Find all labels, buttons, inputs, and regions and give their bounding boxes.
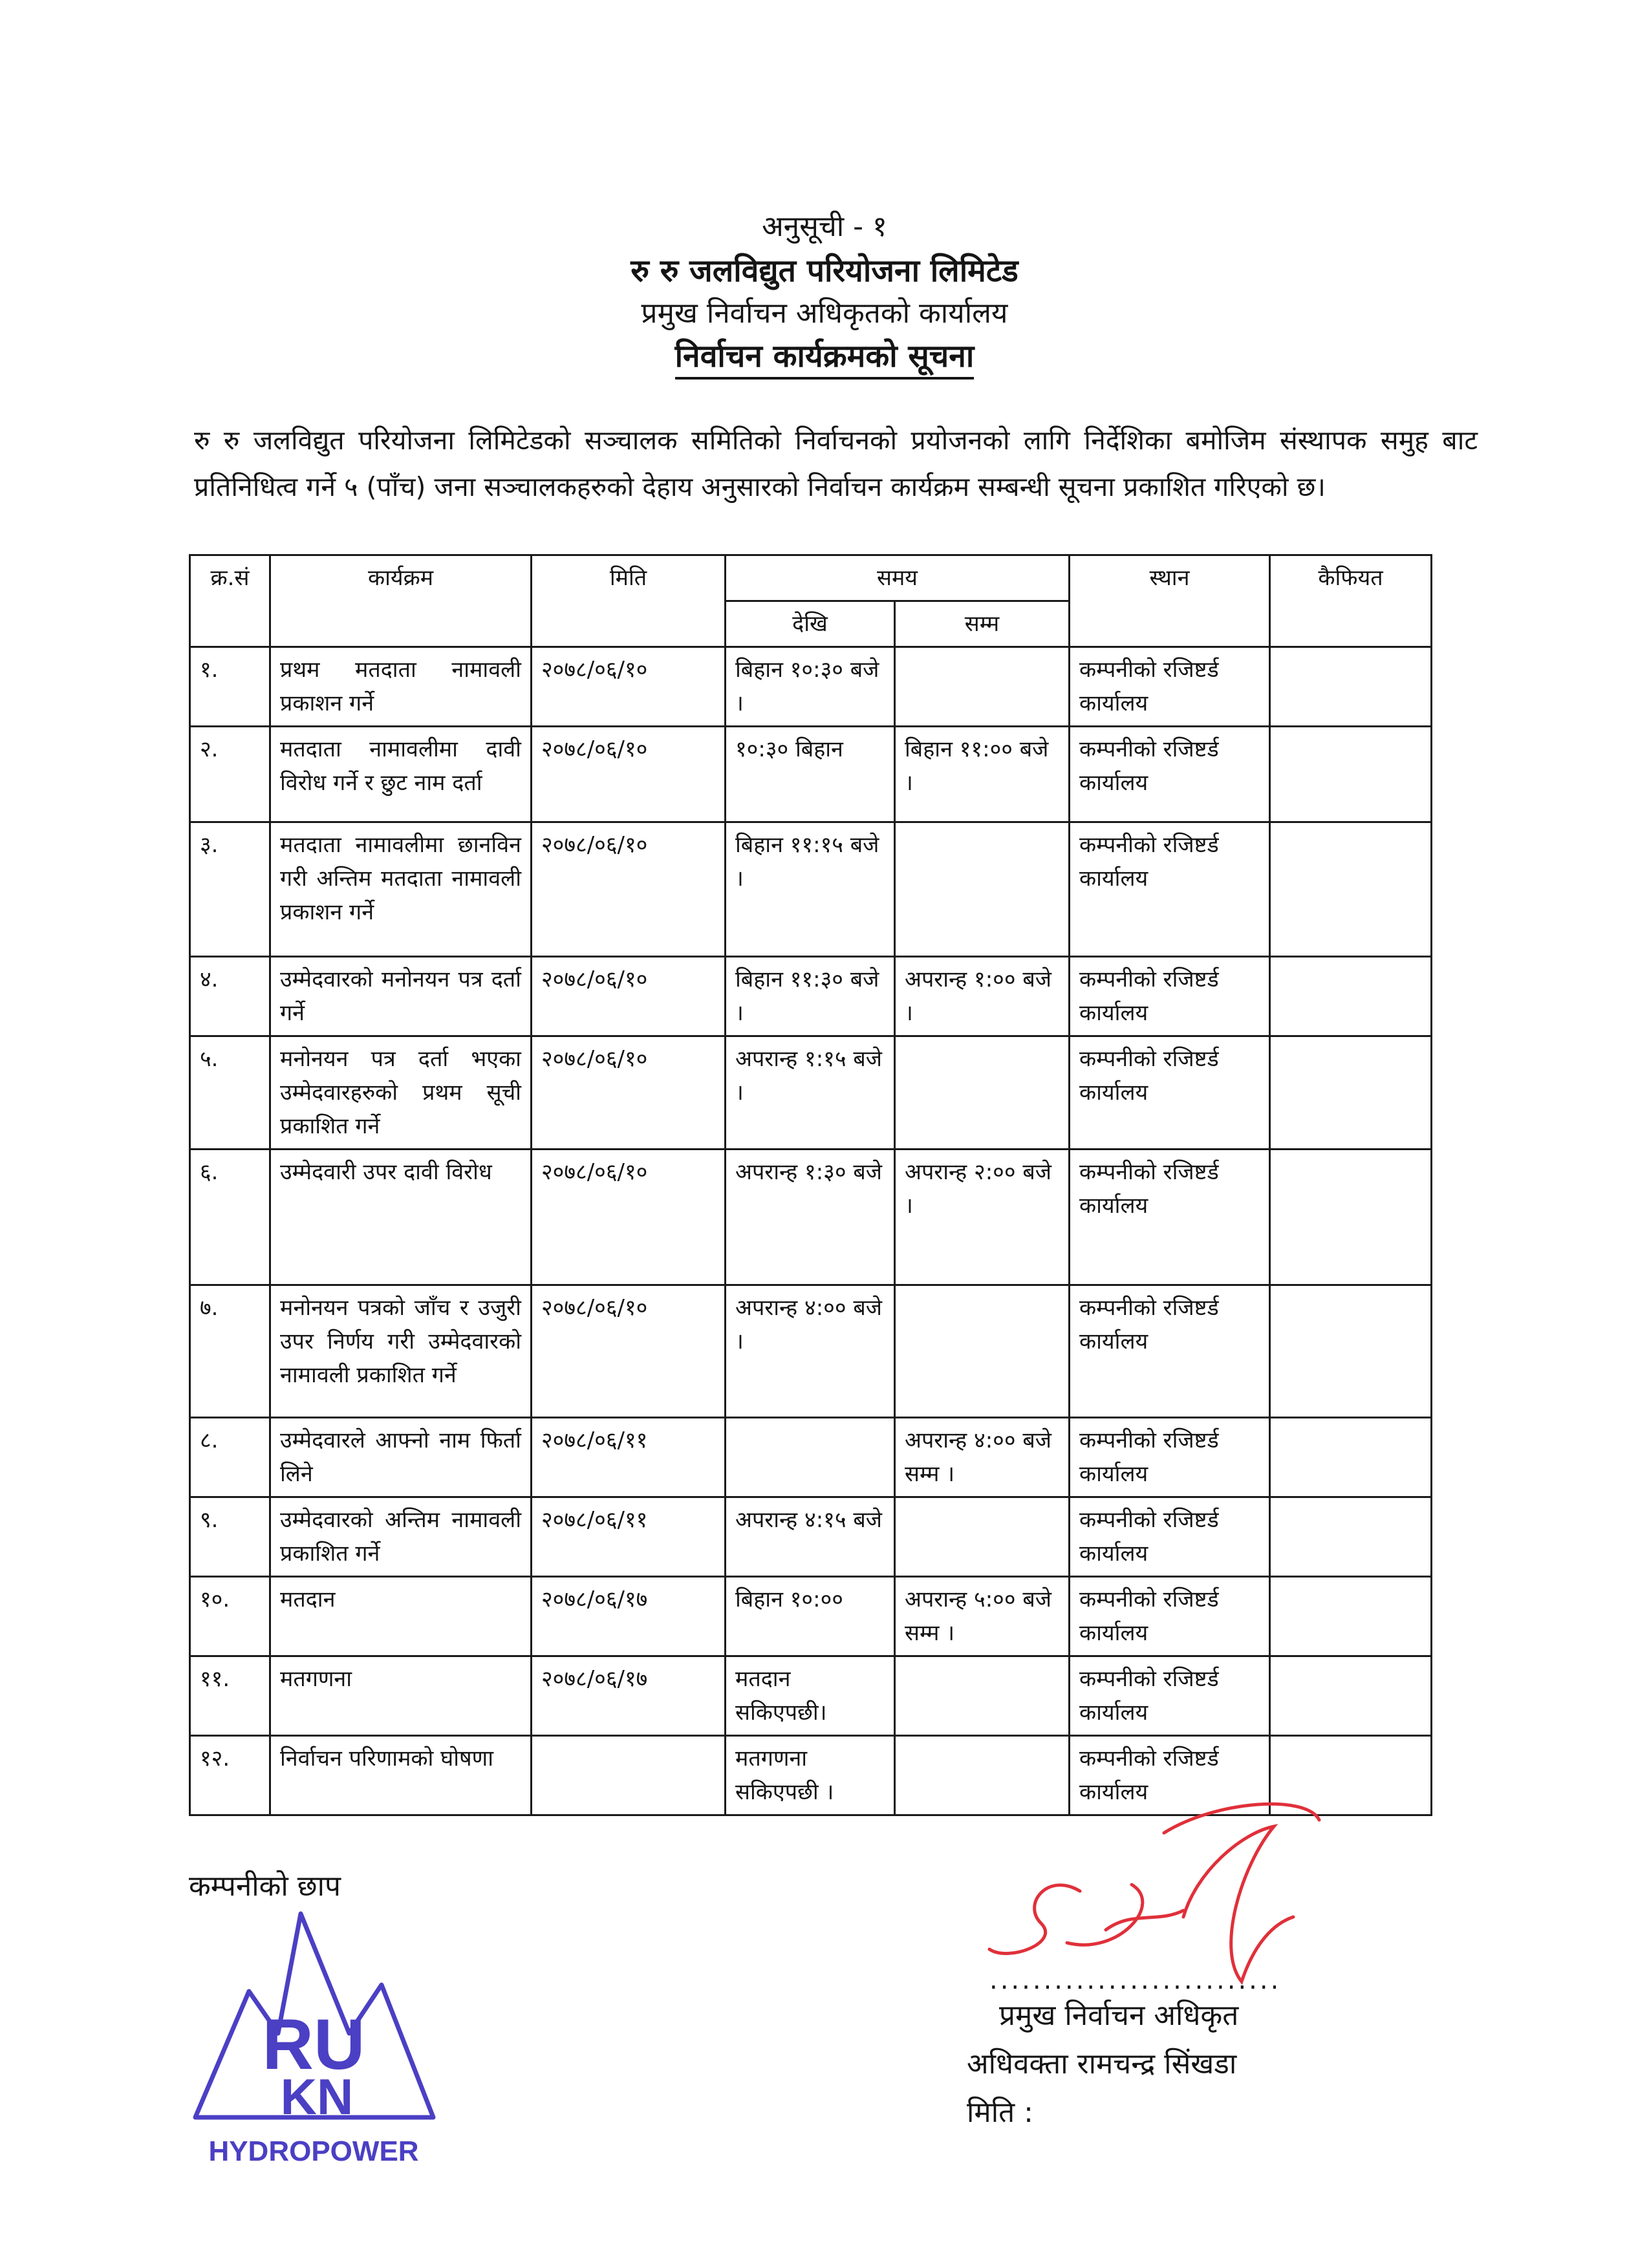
cell-program: उम्मेदवारले आफ्नो नाम फिर्ता लिने xyxy=(270,1418,532,1497)
header-time: समय xyxy=(726,555,1070,601)
cell-date: २०७८/०६/१० xyxy=(532,727,726,822)
cell-place: कम्पनीको रजिष्टर्ड कार्यालय xyxy=(1070,647,1270,727)
cell-date: २०७८/०६/१० xyxy=(532,1150,726,1285)
cell-from: बिहान ११:१५ बजे । xyxy=(726,822,895,957)
cell-from: अपरान्ह १:३० बजे xyxy=(726,1150,895,1285)
cell-place: कम्पनीको रजिष्टर्ड कार्यालय xyxy=(1070,1577,1270,1656)
cell-sn: ३. xyxy=(190,822,270,957)
cell-date: २०७८/०६/१० xyxy=(532,822,726,957)
company-seal-logo xyxy=(188,1894,440,2179)
cell-program: मनोनयन पत्रको जाँच र उजुरी उपर निर्णय गरी उम्मेदवारको नामावली प्रकाशित गर्ने xyxy=(270,1285,532,1418)
table-row xyxy=(190,957,1432,1036)
cell-place: कम्पनीको रजिष्टर्ड कार्यालय xyxy=(1070,1418,1270,1497)
cell-program: उम्मेदवारी उपर दावी विरोध xyxy=(270,1150,532,1285)
cell-remarks xyxy=(1270,957,1432,1036)
intro-paragraph: रु रु जलविद्युत परियोजना लिमिटेडको सञ्चालक समितिको निर्वाचनको प्रयोजनको लागि निर्देशिका बमोजिम संस्थापक समुह बाट प्रतिनिधित्व गर्ने ५ (पाँच) जना सञ्चालकहरुको देहाय अनुसारको निर्वाचन कार्यक्रम सम्बन्धी सूचना प्रकाशित गरिएको छ। xyxy=(194,425,1478,502)
office-name: प्रमुख निर्वाचन अधिकृतको कार्यालय xyxy=(641,297,1008,330)
cell-sn: ८. xyxy=(190,1418,270,1497)
cell-to xyxy=(895,1497,1070,1577)
header-to: सम्म xyxy=(895,601,1070,647)
header-program: कार्यक्रम xyxy=(270,555,532,647)
cell-program: मतगणना xyxy=(270,1656,532,1736)
header-from: देखि xyxy=(726,601,895,647)
cell-remarks xyxy=(1270,1285,1432,1418)
cell-program: निर्वाचन परिणामको घोषणा xyxy=(270,1736,532,1815)
cell-remarks xyxy=(1270,1656,1432,1736)
cell-place: कम्पनीको रजिष्टर्ड कार्यालय xyxy=(1070,1736,1270,1815)
cell-from: बिहान १०:०० xyxy=(726,1577,895,1656)
cell-sn: १०. xyxy=(190,1577,270,1656)
cell-to: अपरान्ह १:०० बजे । xyxy=(895,957,1070,1036)
cell-place: कम्पनीको रजिष्टर्ड कार्यालय xyxy=(1070,1656,1270,1736)
cell-date: २०७८/०६/१० xyxy=(532,647,726,727)
cell-place: कम्पनीको रजिष्टर्ड कार्यालय xyxy=(1070,1036,1270,1150)
cell-to: अपरान्ह ५:०० बजे सम्म । xyxy=(895,1577,1070,1656)
cell-remarks xyxy=(1270,1577,1432,1656)
cell-place: कम्पनीको रजिष्टर्ड कार्यालय xyxy=(1070,957,1270,1036)
cell-to xyxy=(895,822,1070,957)
header-sn: क्र.सं xyxy=(190,555,270,647)
cell-remarks xyxy=(1270,1036,1432,1150)
cell-sn: १२. xyxy=(190,1736,270,1815)
cell-from: १०:३० बिहान xyxy=(726,727,895,822)
table-row xyxy=(190,1497,1432,1577)
cell-to: बिहान ११:०० बजे । xyxy=(895,727,1070,822)
cell-program: उम्मेदवारको अन्तिम नामावली प्रकाशित गर्ने xyxy=(270,1497,532,1577)
logo-text-mid: KN xyxy=(280,2068,354,2125)
cell-from: अपरान्ह १:१५ बजे । xyxy=(726,1036,895,1150)
cell-sn: ७. xyxy=(190,1285,270,1418)
header-date: मिति xyxy=(532,555,726,647)
cell-place: कम्पनीको रजिष्टर्ड कार्यालय xyxy=(1070,1285,1270,1418)
header-place: स्थान xyxy=(1070,555,1270,647)
table-header-row xyxy=(190,555,1432,601)
cell-to: अपरान्ह २:०० बजे । xyxy=(895,1150,1070,1285)
schedule-number: अनुसूची - १ xyxy=(762,210,887,243)
cell-date: २०७८/०६/१० xyxy=(532,1036,726,1150)
cell-sn: ६. xyxy=(190,1150,270,1285)
cell-sn: ४. xyxy=(190,957,270,1036)
cell-to xyxy=(895,647,1070,727)
cell-remarks xyxy=(1270,727,1432,822)
cell-from xyxy=(726,1418,895,1497)
table-row xyxy=(190,1285,1432,1418)
cell-date: २०७८/०६/१७ xyxy=(532,1656,726,1736)
cell-place: कम्पनीको रजिष्टर्ड कार्यालय xyxy=(1070,1150,1270,1285)
cell-from: बिहान १०:३० बजे । xyxy=(726,647,895,727)
cell-date xyxy=(532,1736,726,1815)
cell-sn: ५. xyxy=(190,1036,270,1150)
cell-from: अपरान्ह ४:१५ बजे xyxy=(726,1497,895,1577)
table-row xyxy=(190,1150,1432,1285)
cell-place: कम्पनीको रजिष्टर्ड कार्यालय xyxy=(1070,727,1270,822)
table-row xyxy=(190,1656,1432,1736)
table-row xyxy=(190,727,1432,822)
cell-from: मतगणना सकिएपछी । xyxy=(726,1736,895,1815)
cell-remarks xyxy=(1270,1418,1432,1497)
notice-title-text: निर्वाचन कार्यक्रमको सूचना xyxy=(675,338,975,380)
table-row xyxy=(190,1418,1432,1497)
company-seal-label: कम्पनीको छाप xyxy=(189,1870,341,1903)
officer-title: प्रमुख निर्वाचन अधिकृत xyxy=(999,1999,1239,2032)
cell-program: मतदाता नामावलीमा दावी विरोध गर्ने र छुट नाम दर्ता xyxy=(270,727,532,822)
cell-date: २०७८/०६/१७ xyxy=(532,1577,726,1656)
cell-sn: १. xyxy=(190,647,270,727)
cell-to xyxy=(895,1285,1070,1418)
cell-from: मतदान सकिएपछी। xyxy=(726,1656,895,1736)
cell-date: २०७८/०६/१० xyxy=(532,957,726,1036)
cell-program: मतदान xyxy=(270,1577,532,1656)
signature-line: ........................... xyxy=(989,1965,1282,1995)
cell-program: उम्मेदवारको मनोनयन पत्र दर्ता गर्ने xyxy=(270,957,532,1036)
notice-title xyxy=(0,334,1649,376)
cell-program: मनोनयन पत्र दर्ता भएका उम्मेदवारहरुको प्रथम सूची प्रकाशित गर्ने xyxy=(270,1036,532,1150)
table-row xyxy=(190,647,1432,727)
cell-remarks xyxy=(1270,1150,1432,1285)
officer-name: अधिवक्ता रामचन्द्र सिंखडा xyxy=(967,2048,1237,2081)
cell-from: अपरान्ह ४:०० बजे । xyxy=(726,1285,895,1418)
cell-program: मतदाता नामावलीमा छानविन गरी अन्तिम मतदाता नामावली प्रकाशन गर्ने xyxy=(270,822,532,957)
cell-date: २०७८/०६/११ xyxy=(532,1418,726,1497)
cell-to xyxy=(895,1656,1070,1736)
table-row xyxy=(190,822,1432,957)
company-name: रु रु जलविद्युत परियोजना लिमिटेड xyxy=(630,253,1018,289)
logo-text-top: RU xyxy=(262,2005,365,2084)
table-row xyxy=(190,1577,1432,1656)
cell-to: अपरान्ह ४:०० बजे सम्म । xyxy=(895,1418,1070,1497)
cell-remarks xyxy=(1270,1497,1432,1577)
table-row xyxy=(190,1036,1432,1150)
cell-program: प्रथम मतदाता नामावली प्रकाशन गर्ने xyxy=(270,647,532,727)
cell-sn: २. xyxy=(190,727,270,822)
cell-to xyxy=(895,1036,1070,1150)
signature-date-label: मिति : xyxy=(967,2096,1033,2129)
table-body xyxy=(190,647,1432,1815)
cell-remarks xyxy=(1270,822,1432,957)
logo-text-bottom: HYDROPOWER xyxy=(208,2135,419,2167)
election-schedule-table xyxy=(189,554,1432,1816)
cell-remarks xyxy=(1270,647,1432,727)
cell-date: २०७८/०६/१० xyxy=(532,1285,726,1418)
cell-sn: ९. xyxy=(190,1497,270,1577)
cell-from: बिहान ११:३० बजे । xyxy=(726,957,895,1036)
cell-place: कम्पनीको रजिष्टर्ड कार्यालय xyxy=(1070,822,1270,957)
cell-place: कम्पनीको रजिष्टर्ड कार्यालय xyxy=(1070,1497,1270,1577)
cell-sn: ११. xyxy=(190,1656,270,1736)
cell-date: २०७८/०६/११ xyxy=(532,1497,726,1577)
header-remarks: कैफियत xyxy=(1270,555,1432,647)
